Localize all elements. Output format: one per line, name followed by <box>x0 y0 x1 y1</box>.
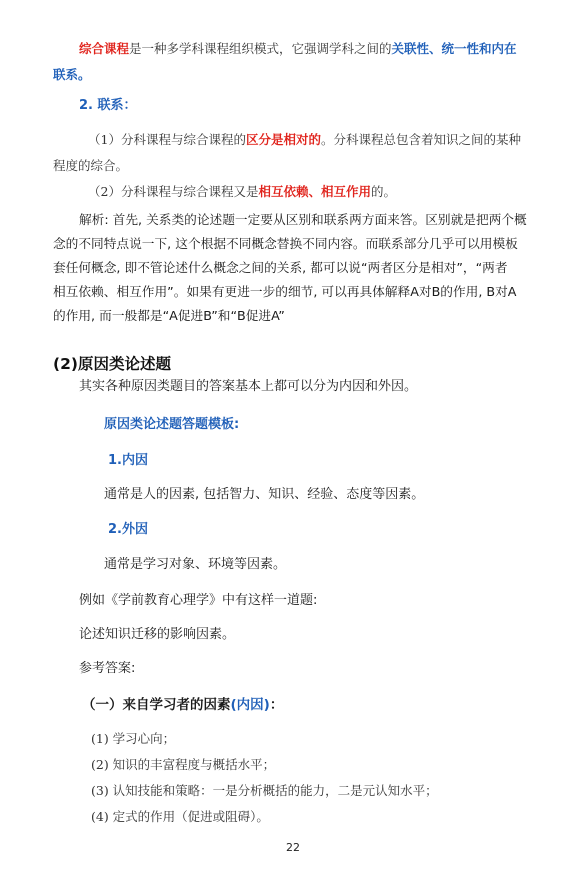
relation-item-1-post: 。分科课程总包含着知识之间的某种 <box>320 132 521 147</box>
relation-item-1-pre: （1）分科课程与综合课程的 <box>88 132 246 147</box>
internal-text: 通常是人的因素, 包括智力、知识、经验、态度等因素。 <box>104 487 425 502</box>
intro-emphasis: 关联性、统一性和内在 <box>391 41 517 56</box>
relation-item-2 <box>88 183 396 201</box>
page-number: 22 <box>286 841 300 854</box>
intro-emphasis-cont: 联系。 <box>53 67 91 82</box>
internal-title: 1.内因 <box>108 453 148 468</box>
relation-item-2-emphasis: 相互依赖、相互作用 <box>258 184 371 199</box>
analysis-line-5: 的作用, 而一般都是“A促进B”和“B促进A” <box>53 308 285 323</box>
relation-item-1-cont: 程度的综合。 <box>53 158 129 173</box>
answer-item-2: (2) 知识的丰富程度与概括水平； <box>91 757 276 772</box>
example-intro: 例如《学前教育心理学》中有这样一道题: <box>79 593 318 608</box>
relation-item-1 <box>88 131 521 149</box>
answer-item-3: (3) 认知技能和策略：一是分析概括的能力，二是元认知水平； <box>91 783 438 798</box>
answer-item-1: (1) 学习心向； <box>91 731 176 746</box>
relation-heading: 2. 联系： <box>79 98 137 113</box>
answer-heading-internal: (内因) <box>230 697 270 713</box>
answer-label: 参考答案: <box>79 661 136 676</box>
analysis-line-3: 套任何概念, 即不管论述什么概念之间的关系, 都可以说“两者区分是相对”，“两者 <box>53 260 508 275</box>
cause-section-heading: (2)原因类论述题 <box>53 355 171 373</box>
analysis-line-1: 解析: 首先, 关系类的论述题一定要从区别和联系两方面来答。区别就是把两个概 <box>79 212 527 227</box>
external-text: 通常是学习对象、环境等因素。 <box>104 557 287 572</box>
external-title: 2.外因 <box>108 522 148 537</box>
cause-section-intro: 其实各种原因类题目的答案基本上都可以分为内因和外因。 <box>79 379 418 394</box>
answer-heading <box>82 696 283 714</box>
intro-text: 是一种多学科课程组织模式，它强调学科之间的 <box>129 41 392 56</box>
answer-item-4: (4) 定式的作用（促进或阻碍）。 <box>91 809 269 824</box>
intro-line-2 <box>53 66 91 84</box>
answer-heading-text: （一）来自学习者的因素 <box>82 697 231 713</box>
relation-item-1-emphasis: 区分是相对的 <box>245 132 321 147</box>
relation-item-2-pre: （2）分科课程与综合课程又是 <box>88 184 259 199</box>
template-title: 原因类论述题答题模板: <box>104 417 240 432</box>
example-question: 论述知识迁移的影响因素。 <box>79 627 236 642</box>
intro-term: 综合课程 <box>79 41 130 56</box>
intro-line-1 <box>79 40 517 58</box>
analysis-line-4: 相互依赖、相互作用”。如果有更进一步的细节, 可以再具体解释A对B的作用, B对A <box>53 284 517 299</box>
analysis-line-2: 念的不同特点说一下, 这个根据不同概念替换不同内容。而联系部分几乎可以用模板 <box>53 236 518 251</box>
answer-heading-colon: ： <box>269 697 284 713</box>
relation-item-2-post: 的。 <box>370 184 396 199</box>
